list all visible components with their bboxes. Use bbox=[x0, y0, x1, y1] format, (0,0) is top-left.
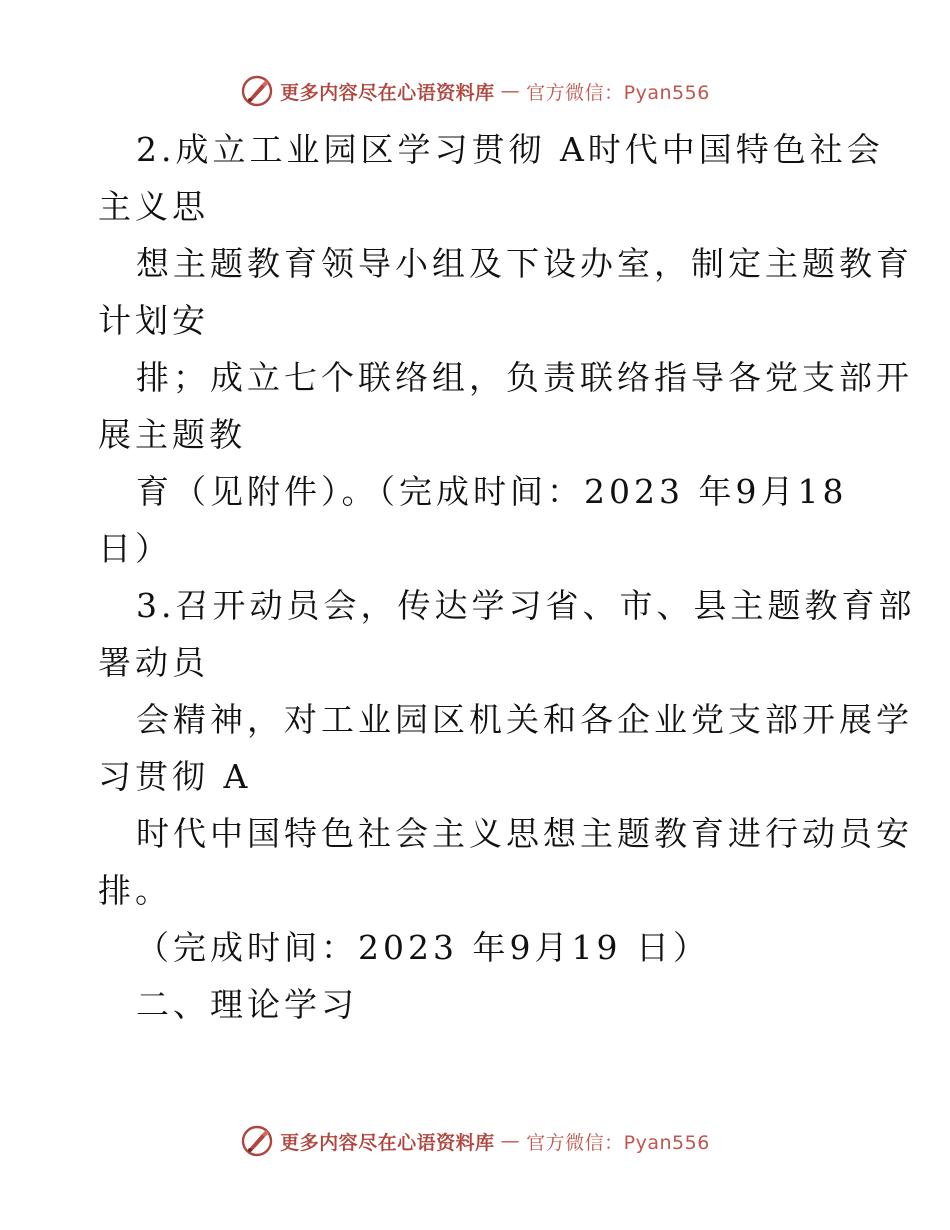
paragraph-line: 主义思 bbox=[98, 187, 209, 226]
section-heading: 二、理论学习 bbox=[136, 985, 358, 1024]
paragraph-line: 2.成立工业园区学习贯彻 A时代中国特色社会 bbox=[136, 130, 884, 169]
watermark-text: 更多内容尽在心语资料库 bbox=[280, 1131, 495, 1154]
pen-seal-icon bbox=[240, 74, 274, 108]
paragraph-line: （完成时间：2023 年9月19 日） bbox=[136, 928, 710, 967]
watermark-text: 更多内容尽在心语资料库 bbox=[280, 81, 495, 104]
paragraph-line: 时代中国特色社会主义思想主题教育进行动员安 bbox=[136, 814, 913, 853]
paragraph-line: 会精神，对工业园区机关和各企业党支部开展学 bbox=[136, 700, 913, 739]
paragraph-line: 展主题教 bbox=[98, 415, 246, 454]
watermark-dash: — bbox=[500, 1130, 521, 1152]
header-watermark bbox=[0, 74, 950, 108]
paragraph-line: 习贯彻 A bbox=[98, 757, 252, 796]
watermark-contact: 官方微信：Pyan556 bbox=[526, 81, 710, 104]
paragraph-line: 计划安 bbox=[98, 301, 209, 340]
paragraph-line: 日） bbox=[98, 529, 172, 568]
paragraph-line: 排。 bbox=[98, 871, 172, 910]
watermark-dash: — bbox=[500, 80, 521, 102]
watermark-contact: 官方微信：Pyan556 bbox=[526, 1131, 710, 1154]
pen-seal-icon bbox=[240, 1124, 274, 1158]
footer-watermark bbox=[0, 1124, 950, 1158]
paragraph-line: 育（见附件）。（完成时间：2023 年9月18 bbox=[136, 472, 848, 511]
paragraph-line: 署动员 bbox=[98, 643, 209, 682]
paragraph-line: 3.召开动员会，传达学习省、市、县主题教育部 bbox=[136, 586, 916, 625]
paragraph-line: 想主题教育领导小组及下设办室，制定主题教育 bbox=[136, 244, 913, 283]
paragraph-line: 排；成立七个联络组，负责联络指导各党支部开 bbox=[136, 358, 913, 397]
